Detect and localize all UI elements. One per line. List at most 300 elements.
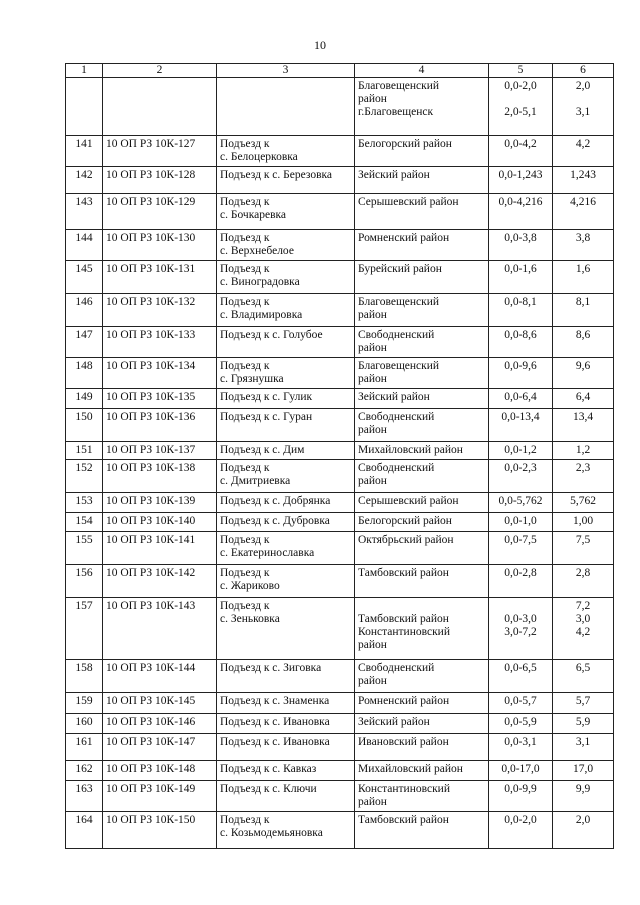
road-name-line: Подъезд к [220, 232, 270, 244]
road-name-line: Подъезд к с. Голубое [220, 329, 323, 341]
road-name-line: Подъезд к с. Гуран [220, 411, 313, 423]
km-range-cell [489, 660, 553, 693]
km-range: 0,0-2,0 [504, 814, 537, 826]
table-row [66, 136, 614, 167]
length-cell [553, 660, 614, 693]
table-row [66, 78, 614, 136]
length-value: 2,8 [575, 567, 591, 579]
road-name-line: с. Зеньковка [220, 613, 280, 625]
road-name-cell [217, 532, 355, 565]
row-number-cell [66, 532, 103, 565]
km-range: 0,0-9,9 [504, 783, 537, 795]
length-value: 4,216 [570, 196, 596, 208]
length-cell [553, 460, 614, 493]
km-range [492, 93, 549, 106]
km-range-cell [489, 327, 553, 358]
table-row [66, 389, 614, 409]
table-row [66, 513, 614, 532]
km-range: 0,0-1,243 [498, 169, 543, 181]
road-name-cell [217, 660, 355, 693]
table-row [66, 714, 614, 734]
row-number-cell [66, 714, 103, 734]
road-name-line: с. Владимировка [220, 309, 303, 321]
km-range: 0,0-5,9 [504, 716, 537, 728]
district-cell [355, 460, 489, 493]
km-range-cell [489, 460, 553, 493]
row-number-cell [66, 78, 103, 136]
district-cell [355, 781, 489, 812]
road-name-cell [217, 565, 355, 598]
length-value: 3,0 [575, 613, 591, 625]
km-range-cell [489, 693, 553, 714]
roads-table [65, 63, 614, 849]
road-name-cell [217, 761, 355, 781]
district-line: Константиновский [358, 626, 450, 638]
district-cell [355, 532, 489, 565]
road-name-line: с. Верхнебелое [220, 245, 294, 257]
row-number: 148 [75, 360, 93, 372]
road-name-cell [217, 442, 355, 460]
km-range: 0,0-4,2 [504, 138, 537, 150]
district-cell [355, 194, 489, 230]
district-line: район [358, 424, 387, 436]
road-code: 10 ОП РЗ 10К-132 [106, 296, 196, 308]
road-code: 10 ОП РЗ 10К-138 [106, 462, 196, 474]
row-number-cell [66, 358, 103, 389]
road-name-line: Подъезд к [220, 814, 270, 826]
row-number: 144 [75, 232, 93, 244]
district-line: Октябрьский район [358, 534, 454, 546]
district-cell [355, 493, 489, 513]
row-number: 153 [75, 495, 93, 507]
table-row [66, 660, 614, 693]
length-value: 4,2 [575, 138, 591, 150]
road-name-line: Подъезд к с. Ключи [220, 783, 317, 795]
road-name-cell [217, 327, 355, 358]
district-line: г.Благовещенск [358, 106, 434, 118]
length-cell [553, 230, 614, 261]
road-code: 10 ОП РЗ 10К-145 [106, 695, 196, 707]
road-code: 10 ОП РЗ 10К-143 [106, 600, 196, 612]
road-code-cell [103, 812, 217, 849]
road-name-cell [217, 78, 355, 136]
km-range: 0,0-8,6 [504, 329, 537, 341]
district-cell [355, 693, 489, 714]
road-code-cell [103, 358, 217, 389]
road-code: 10 ОП РЗ 10К-144 [106, 662, 196, 674]
district-line: район [358, 796, 387, 808]
district-cell [355, 442, 489, 460]
km-range-cell [489, 442, 553, 460]
road-code-cell [103, 598, 217, 660]
road-code-cell [103, 78, 217, 136]
length-value: 7,5 [575, 534, 591, 546]
table-row [66, 261, 614, 294]
district-line: Зейский район [358, 169, 430, 181]
road-code-cell [103, 565, 217, 598]
road-name-cell [217, 781, 355, 812]
road-name-line: Подъезд к [220, 360, 270, 372]
km-range-cell [489, 167, 553, 194]
road-code-cell [103, 136, 217, 167]
km-range-cell [489, 513, 553, 532]
district-line: Благовещенский [358, 360, 440, 372]
km-range: 0,0-2,8 [504, 567, 537, 579]
road-code: 10 ОП РЗ 10К-137 [106, 444, 196, 456]
district-line: Благовещенский [358, 296, 440, 308]
row-number: 155 [75, 534, 93, 546]
road-name-line: Подъезд к [220, 534, 270, 546]
km-range-cell [489, 230, 553, 261]
row-number: 156 [75, 567, 93, 579]
row-number-cell [66, 513, 103, 532]
road-name-line: с. Белоцерковка [220, 151, 298, 163]
road-code-cell [103, 442, 217, 460]
district-line: Зейский район [358, 391, 430, 403]
road-name-line: с. Грязнушка [220, 373, 284, 385]
km-range: 0,0-3,1 [504, 736, 537, 748]
road-code: 10 ОП РЗ 10К-130 [106, 232, 196, 244]
km-range: 2,0-5,1 [504, 106, 537, 118]
column-header: 5 [489, 64, 553, 78]
road-code: 10 ОП РЗ 10К-134 [106, 360, 196, 372]
district-line: Ивановский район [358, 736, 449, 748]
length-cell [553, 78, 614, 136]
column-header: 2 [103, 64, 217, 78]
length-value: 6,5 [575, 662, 591, 674]
row-number: 152 [75, 462, 93, 474]
district-cell [355, 565, 489, 598]
road-name-line: Подъезд к с. Гулик [220, 391, 313, 403]
district-cell [355, 761, 489, 781]
km-range: 0,0-6,4 [504, 391, 537, 403]
km-range: 0,0-17,0 [501, 763, 540, 775]
length-cell [553, 194, 614, 230]
road-name-cell [217, 294, 355, 327]
table-row [66, 460, 614, 493]
road-code-cell [103, 513, 217, 532]
row-number: 142 [75, 169, 93, 181]
table-row [66, 812, 614, 849]
km-range-cell [489, 734, 553, 761]
district-line: Свободненский [358, 329, 435, 341]
road-name-line: Подъезд к с. Кавказ [220, 763, 317, 775]
row-number: 163 [75, 783, 93, 795]
road-name-line: Подъезд к с. Знаменка [220, 695, 330, 707]
district-line: Свободненский [358, 662, 435, 674]
row-number-cell [66, 693, 103, 714]
row-number: 143 [75, 196, 93, 208]
road-name-line: Подъезд к с. Ивановка [220, 736, 330, 748]
km-range: 0,0-5,762 [498, 495, 543, 507]
road-name-line: Подъезд к [220, 138, 270, 150]
table-row [66, 734, 614, 761]
road-code-cell [103, 194, 217, 230]
length-value: 17,0 [572, 763, 594, 775]
district-line: Зейский район [358, 716, 430, 728]
road-code: 10 ОП РЗ 10К-139 [106, 495, 196, 507]
row-number-cell [66, 761, 103, 781]
length-value: 6,4 [575, 391, 591, 403]
row-number-cell [66, 734, 103, 761]
length-value: 1,243 [570, 169, 596, 181]
km-range: 0,0-3,0 [504, 613, 537, 625]
row-number: 157 [75, 600, 93, 612]
km-range: 0,0-4,216 [498, 196, 543, 208]
district-line: Ромненский район [358, 695, 450, 707]
road-code: 10 ОП РЗ 10К-133 [106, 329, 196, 341]
road-name-cell [217, 493, 355, 513]
road-name-cell [217, 812, 355, 849]
row-number-cell [66, 565, 103, 598]
road-code: 10 ОП РЗ 10К-149 [106, 783, 196, 795]
road-code-cell [103, 532, 217, 565]
district-cell [355, 78, 489, 136]
length-value: 8,1 [575, 296, 591, 308]
district-line: Ромненский район [358, 232, 450, 244]
road-name-cell [217, 167, 355, 194]
road-name-line: Подъезд к [220, 567, 270, 579]
district-cell [355, 598, 489, 660]
length-value: 1,00 [572, 515, 594, 527]
row-number-cell [66, 493, 103, 513]
row-number-cell [66, 812, 103, 849]
km-range-cell [489, 781, 553, 812]
row-number-cell [66, 460, 103, 493]
table-row [66, 693, 614, 714]
road-code-cell [103, 714, 217, 734]
road-name-line: с. Екатеринославка [220, 547, 315, 559]
km-range-cell [489, 714, 553, 734]
row-number-cell [66, 598, 103, 660]
length-value: 3,1 [575, 106, 591, 118]
row-number: 160 [75, 716, 93, 728]
road-name-line: Подъезд к с. Березовка [220, 169, 333, 181]
district-line: район [358, 342, 387, 354]
length-cell [553, 442, 614, 460]
length-cell [553, 734, 614, 761]
km-range-cell [489, 493, 553, 513]
table-row [66, 493, 614, 513]
road-name-cell [217, 389, 355, 409]
table-row [66, 761, 614, 781]
length-value: 3,8 [575, 232, 591, 244]
road-code-cell [103, 761, 217, 781]
row-number: 150 [75, 411, 93, 423]
km-range-cell [489, 761, 553, 781]
km-range: 0,0-1,0 [504, 515, 537, 527]
road-code: 10 ОП РЗ 10К-146 [106, 716, 196, 728]
length-cell [553, 565, 614, 598]
district-line: район [358, 475, 387, 487]
road-name-line: с. Жариково [220, 580, 280, 592]
length-cell [553, 513, 614, 532]
road-code: 10 ОП РЗ 10К-129 [106, 196, 196, 208]
district-line: район [358, 639, 387, 651]
km-range-cell [489, 78, 553, 136]
row-number: 146 [75, 296, 93, 308]
row-number: 151 [75, 444, 93, 456]
length-value: 2,0 [575, 814, 591, 826]
road-code: 10 ОП РЗ 10К-147 [106, 736, 196, 748]
km-range: 0,0-13,4 [501, 411, 540, 423]
row-number: 147 [75, 329, 93, 341]
road-name-cell [217, 513, 355, 532]
column-header: 1 [66, 64, 103, 78]
road-name-line: Подъезд к с. Добрянка [220, 495, 331, 507]
column-header: 6 [553, 64, 614, 78]
district-line: район [358, 675, 387, 687]
road-code: 10 ОП РЗ 10К-128 [106, 169, 196, 181]
district-cell [355, 389, 489, 409]
km-range: 0,0-2,0 [504, 80, 537, 92]
district-line: Свободненский [358, 411, 435, 423]
road-name-cell [217, 230, 355, 261]
km-range: 0,0-3,8 [504, 232, 537, 244]
road-code-cell [103, 781, 217, 812]
district-line: район [358, 373, 387, 385]
table-row [66, 532, 614, 565]
km-range-cell [489, 389, 553, 409]
road-name-cell [217, 409, 355, 442]
length-cell [553, 598, 614, 660]
road-name-cell [217, 358, 355, 389]
road-code-cell [103, 734, 217, 761]
length-value: 1,6 [575, 263, 591, 275]
row-number-cell [66, 409, 103, 442]
district-cell [355, 660, 489, 693]
district-cell [355, 136, 489, 167]
length-cell [553, 781, 614, 812]
table-row [66, 167, 614, 194]
length-value: 3,1 [575, 736, 591, 748]
length-value: 13,4 [572, 411, 594, 423]
row-number-cell [66, 442, 103, 460]
row-number-cell [66, 660, 103, 693]
row-number: 154 [75, 515, 93, 527]
table-row [66, 781, 614, 812]
length-cell [553, 261, 614, 294]
district-line: Белогорский район [358, 138, 452, 150]
row-number-cell [66, 167, 103, 194]
road-code-cell [103, 167, 217, 194]
district-cell [355, 261, 489, 294]
road-code-cell [103, 230, 217, 261]
km-range-cell [489, 565, 553, 598]
district-line: Тамбовский район [358, 567, 449, 579]
road-code: 10 ОП РЗ 10К-140 [106, 515, 196, 527]
road-code: 10 ОП РЗ 10К-148 [106, 763, 196, 775]
road-name-cell [217, 460, 355, 493]
road-code-cell [103, 389, 217, 409]
length-cell [553, 294, 614, 327]
km-range-cell [489, 409, 553, 442]
km-range: 0,0-5,7 [504, 695, 537, 707]
km-range: 0,0-6,5 [504, 662, 537, 674]
road-code-cell [103, 327, 217, 358]
row-number: 149 [75, 391, 93, 403]
length-cell [553, 389, 614, 409]
row-number-cell [66, 194, 103, 230]
district-line: район [358, 93, 387, 105]
district-line: Михайловский район [358, 763, 463, 775]
table-row [66, 194, 614, 230]
district-cell [355, 230, 489, 261]
table-row [66, 598, 614, 660]
length-cell [553, 409, 614, 442]
road-code-cell [103, 409, 217, 442]
district-cell [355, 167, 489, 194]
length-value: 5,9 [575, 716, 591, 728]
length-cell [553, 693, 614, 714]
km-range-cell [489, 812, 553, 849]
row-number: 161 [75, 736, 93, 748]
district-line: Константиновский [358, 783, 450, 795]
table-row [66, 230, 614, 261]
km-range [492, 639, 549, 652]
table-row [66, 409, 614, 442]
length-value: 2,0 [575, 80, 591, 92]
column-header: 3 [217, 64, 355, 78]
header-row [66, 64, 614, 78]
district-line: Серышевский район [358, 196, 459, 208]
district-cell [355, 812, 489, 849]
length-cell [553, 812, 614, 849]
row-number-cell [66, 230, 103, 261]
row-number-cell [66, 136, 103, 167]
km-range: 0,0-1,6 [504, 263, 537, 275]
district-cell [355, 734, 489, 761]
km-range: 3,0-7,2 [504, 626, 537, 638]
row-number-cell [66, 294, 103, 327]
length-value: 4,2 [575, 626, 591, 638]
district-cell [355, 358, 489, 389]
row-number-cell [66, 327, 103, 358]
row-number-cell [66, 389, 103, 409]
table-row [66, 327, 614, 358]
length-value: 9,6 [575, 360, 591, 372]
length-value [556, 93, 610, 106]
km-range [492, 600, 549, 613]
district-line: Благовещенский [358, 80, 440, 92]
road-name-line: Подъезд к с. Зиговка [220, 662, 322, 674]
road-code-cell [103, 460, 217, 493]
road-code: 10 ОП РЗ 10К-141 [106, 534, 196, 546]
length-cell [553, 532, 614, 565]
district-line: Михайловский район [358, 444, 463, 456]
district-cell [355, 714, 489, 734]
road-name-cell [217, 734, 355, 761]
table-row [66, 442, 614, 460]
road-name-line: Подъезд к с. Дим [220, 444, 305, 456]
row-number-cell [66, 781, 103, 812]
row-number: 158 [75, 662, 93, 674]
road-name-line: с. Дмитриевка [220, 475, 291, 487]
road-code-cell [103, 693, 217, 714]
length-value: 9,9 [575, 783, 591, 795]
page-number: 10 [314, 38, 326, 52]
road-name-line: Подъезд к с. Дубровка [220, 515, 330, 527]
length-cell [553, 358, 614, 389]
km-range: 0,0-9,6 [504, 360, 537, 372]
road-code-cell [103, 493, 217, 513]
km-range-cell [489, 194, 553, 230]
length-value: 5,762 [570, 495, 596, 507]
district-line: Тамбовский район [358, 814, 449, 826]
road-name-line: с. Козьмодемьяновка [220, 827, 323, 839]
road-name-line: с. Виноградовка [220, 276, 300, 288]
road-code-cell [103, 660, 217, 693]
